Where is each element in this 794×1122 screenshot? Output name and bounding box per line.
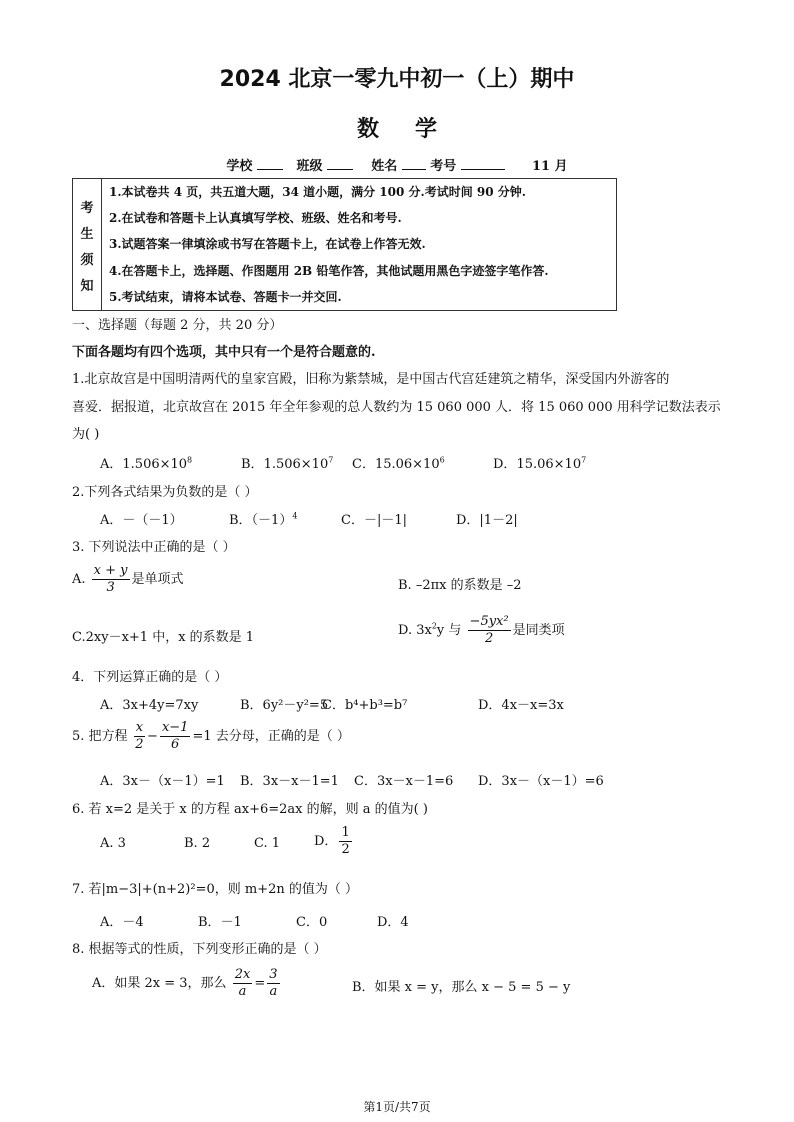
minus-sign: − <box>147 729 158 744</box>
question-5-option-b[interactable]: B．3x－x－1=1 <box>240 774 339 789</box>
fraction-denominator: 2 <box>484 631 494 646</box>
student-info-line <box>0 155 794 174</box>
name-blank[interactable] <box>402 157 426 170</box>
fraction-denominator: 2 <box>135 737 144 752</box>
notice-item: 2.在试卷和答题卡上认真填写学校、班级、姓名和考号. <box>109 211 402 225</box>
question-2-option-a[interactable]: A．－（－1） <box>100 513 183 528</box>
option-label: D． <box>493 457 517 472</box>
question-4-stem: 4．下列运算正确的是（ ） <box>72 670 228 685</box>
question-3-option-d[interactable] <box>398 614 565 647</box>
option-value: B．（－1） <box>229 513 293 528</box>
fraction-denominator: 2 <box>341 842 350 857</box>
question-1-line-3: 为( ) <box>72 427 100 442</box>
option-text: y 与 <box>436 623 462 638</box>
question-2-stem: 2.下列各式结果为负数的是（ ） <box>72 485 258 500</box>
fraction-denominator: 3 <box>106 580 115 595</box>
exam-notice-box <box>72 178 617 311</box>
fraction-denominator: a <box>238 984 247 999</box>
question-4-option-b[interactable]: B．6y²－y²=5 <box>240 698 329 713</box>
school-label: 学校 <box>226 159 253 174</box>
question-6-option-c[interactable]: C. 1 <box>254 836 281 851</box>
question-4-option-a[interactable]: A．3x+4y=7xy <box>100 698 199 713</box>
question-1-line-1: 1.北京故宫是中国明清两代的皇家宫殿，旧称为紫禁城，是中国古代宫廷建筑之精华，深受国内外游客的 <box>72 372 670 387</box>
question-5-stem <box>72 720 350 753</box>
question-6-option-d[interactable] <box>314 825 354 858</box>
option-value: 15.06×10 <box>516 457 582 472</box>
question-1-line-2: 喜爱．据报道，北京故宫在 2015 年全年参观的总人数约为 15 060 000 人．将 15 060 000 用科学记数法表示 <box>72 400 721 415</box>
notice-side-label <box>73 179 102 310</box>
fraction-numerator: 1 <box>341 825 350 840</box>
question-8-option-b[interactable]: B．如果 x = y，那么 x − 5 = 5 − y <box>352 980 571 995</box>
option-label: B． <box>241 457 264 472</box>
question-1-option-a[interactable] <box>100 453 192 472</box>
question-1-option-d[interactable] <box>493 453 586 472</box>
option-text: 是同类项 <box>512 623 565 638</box>
fraction-numerator: 3 <box>269 967 278 982</box>
fraction <box>92 563 130 596</box>
option-label: A． <box>100 457 123 472</box>
notice-item: 3.试题答案一律填涂或书写在答题卡上，在试卷上作答无效. <box>109 237 426 251</box>
fraction-numerator: x <box>135 720 144 735</box>
fraction-numerator: x−1 <box>161 720 189 735</box>
question-3-stem: 3. 下列说法中正确的是（ ） <box>72 540 236 555</box>
question-6-option-b[interactable]: B. 2 <box>184 836 211 851</box>
question-5-option-d[interactable]: D．3x－（x－1）=6 <box>478 774 604 789</box>
option-value: 1.506×10 <box>263 457 329 472</box>
page-title: 2024 北京一零九中初一（上）期中 <box>219 67 575 92</box>
notice-side-char: 生 <box>80 227 94 242</box>
exam-no-label: 考号 <box>430 159 457 174</box>
notice-side-char: 考 <box>80 201 94 216</box>
page-footer: 第1页/共7页 <box>363 1100 431 1114</box>
question-8-stem: 8. 根据等式的性质，下列变形正确的是（ ） <box>72 942 327 957</box>
question-7-option-a[interactable]: A．－4 <box>100 915 144 930</box>
notice-item: 5.考试结束，请将本试卷、答题卡一并交回. <box>109 290 342 304</box>
question-5-option-c[interactable]: C．3x－x－1=6 <box>354 774 454 789</box>
fraction <box>134 720 145 753</box>
question-text: =1 去分母，正确的是（ ） <box>192 729 350 744</box>
fraction <box>233 967 253 1000</box>
question-3-option-b[interactable]: B. –2πx 的系数是 –2 <box>398 578 522 593</box>
question-4-option-d[interactable]: D．4x－x=3x <box>478 698 564 713</box>
name-label: 姓名 <box>371 159 398 174</box>
question-4-option-c[interactable]: C．b⁴+b³=b⁷ <box>322 698 408 713</box>
section-heading: 一、选择题（每题 2 分，共 20 分） <box>72 318 283 333</box>
question-7-option-c[interactable]: C．0 <box>296 915 328 930</box>
option-value: 1.506×10 <box>122 457 188 472</box>
option-text: 是单项式 <box>131 572 184 587</box>
month-label: 11 月 <box>531 159 568 174</box>
notice-item: 4.在答题卡上，选择题、作图题用 2B 铅笔作答，其他试题用黑色字迹签字笔作答. <box>109 264 549 278</box>
class-label: 班级 <box>296 159 323 174</box>
question-6-option-a[interactable]: A. 3 <box>100 836 126 851</box>
notice-item: 1.本试卷共 4 页，共五道大题，34 道小题，满分 100 分.考试时间 90 分钟. <box>109 185 526 199</box>
question-7-option-b[interactable]: B．－1 <box>198 915 242 930</box>
fraction-numerator: −5yx² <box>469 614 509 629</box>
fraction-denominator: 6 <box>171 737 180 752</box>
question-1-option-c[interactable] <box>352 453 445 472</box>
question-2-option-d[interactable]: D．|1－2| <box>456 513 518 528</box>
option-label: C． <box>352 457 375 472</box>
class-blank[interactable] <box>327 157 353 170</box>
question-3-option-a[interactable] <box>72 563 184 596</box>
notice-side-char: 须 <box>80 253 94 268</box>
fraction-denominator: a <box>269 984 278 999</box>
option-exponent: 2 <box>431 621 437 631</box>
option-value: 15.06×10 <box>374 457 440 472</box>
option-exponent: 7 <box>328 455 334 465</box>
fraction <box>339 825 351 858</box>
equals-sign: = <box>254 976 266 991</box>
section-instruction: 下面各题均有四个选项，其中只有一个是符合题意的. <box>72 345 376 360</box>
question-7-stem: 7. 若|m−3|+(n+2)²=0，则 m+2n 的值为（ ） <box>72 882 358 897</box>
exam-no-blank[interactable] <box>461 157 505 170</box>
notice-side-char: 知 <box>80 279 94 294</box>
option-label: D． <box>314 834 338 849</box>
fraction <box>267 967 279 1000</box>
fraction-numerator: 2x <box>234 967 251 982</box>
question-5-option-a[interactable]: A．3x－（x－1）=1 <box>100 774 225 789</box>
school-blank[interactable] <box>257 157 283 170</box>
question-2-option-b[interactable] <box>229 509 297 528</box>
option-exponent: 6 <box>439 455 445 465</box>
question-7-option-d[interactable]: D．4 <box>377 915 409 930</box>
question-8-option-a[interactable] <box>92 967 282 1000</box>
fraction <box>468 614 511 647</box>
question-3-option-c[interactable]: C.2xy－x+1 中，x 的系数是 1 <box>72 630 255 645</box>
option-exponent: 8 <box>187 455 193 465</box>
option-label: D. 3x <box>398 623 432 638</box>
option-label: A. <box>72 572 86 587</box>
question-2-option-c[interactable]: C．－|－1| <box>341 513 407 528</box>
question-1-option-b[interactable] <box>241 453 333 472</box>
subject-title: 数学 <box>356 117 473 142</box>
option-exponent: 4 <box>292 511 298 521</box>
question-6-stem: 6. 若 x=2 是关于 x 的方程 ax+6=2ax 的解，则 a 的值为( ) <box>72 802 428 817</box>
question-label: 5. 把方程 <box>72 729 128 744</box>
option-exponent: 7 <box>581 455 587 465</box>
fraction <box>160 720 191 753</box>
fraction-numerator: x + y <box>93 563 128 578</box>
option-label: A．如果 2x = 3，那么 <box>92 976 227 991</box>
